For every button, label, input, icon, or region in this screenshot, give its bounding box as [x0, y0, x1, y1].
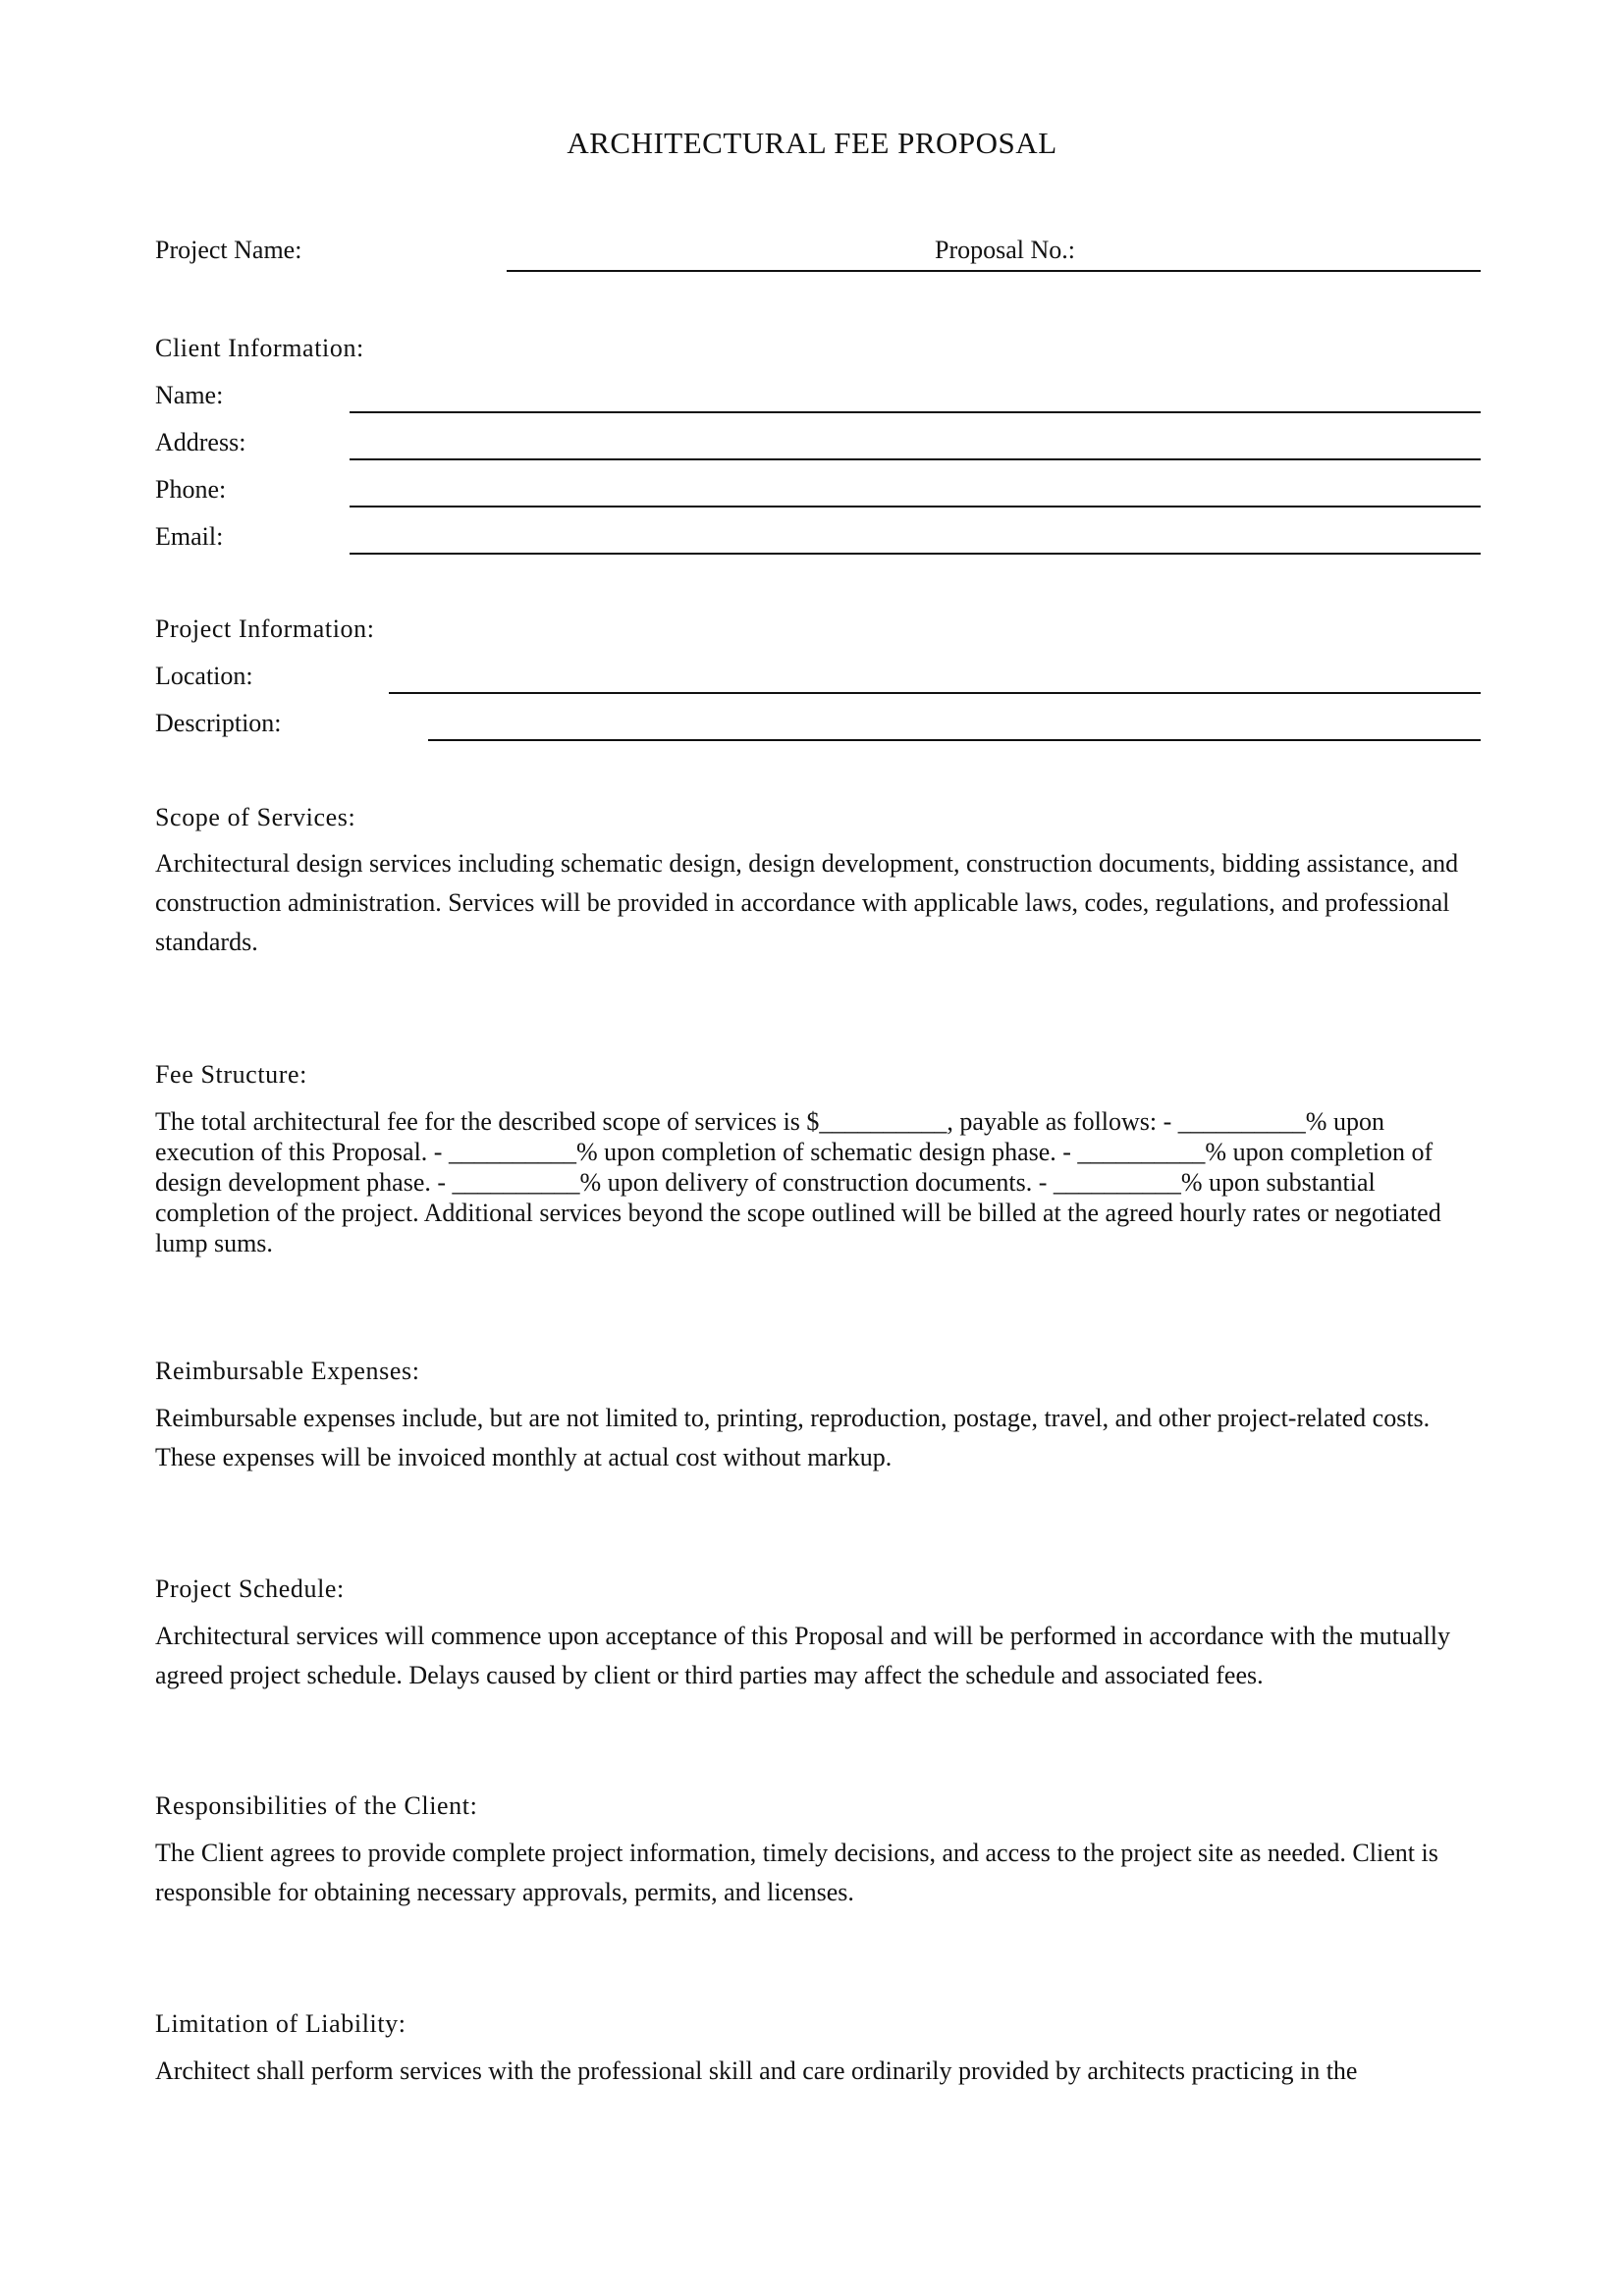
project-location-field[interactable]	[389, 692, 1481, 694]
responsibilities-of-client-body: The Client agrees to provide complete project information, timely decisions, and access to the project site as needed. Client is responsible for obtaining necessary approvals, permits, and licenses.	[155, 1839, 1438, 1906]
project-schedule-heading: Project Schedule:	[155, 1575, 345, 1603]
client-address-field[interactable]	[350, 458, 1481, 460]
client-phone-field[interactable]	[350, 506, 1481, 507]
fee-structure-body: The total architectural fee for the described scope of services is $__________, payable as follows: - __________% upon execution of this Proposal. - __________% upon completion of schematic design phase. - __________% upon completion of design development phase. - __________% upon delivery of construction documents. - __________% upon substantial completion of the project. Additional services beyond the scope outlined will be billed at the agreed hourly rates or negotiated lump sums.	[155, 1107, 1441, 1257]
responsibilities-of-client-heading: Responsibilities of the Client:	[155, 1791, 478, 1820]
fee-structure-heading: Fee Structure:	[155, 1060, 307, 1089]
document-title: ARCHITECTURAL FEE PROPOSAL	[567, 126, 1057, 160]
scope-of-services-body: Architectural design services including schematic design, design development, construction documents, bidding assistance, and construction administration. Services will be provided in accordance with applicable laws, codes, regulations, and professional standards.	[155, 849, 1459, 956]
reimbursable-expenses-heading: Reimbursable Expenses:	[155, 1357, 420, 1385]
project-name-field[interactable]	[507, 270, 1481, 272]
client-name-label: Name:	[155, 381, 224, 409]
project-information-heading: Project Information:	[155, 614, 375, 643]
client-name-field[interactable]	[350, 411, 1481, 413]
client-phone-label: Phone:	[155, 475, 227, 504]
proposal-no-label: Proposal No.:	[935, 236, 1075, 264]
client-address-label: Address:	[155, 428, 246, 456]
client-email-label: Email:	[155, 522, 224, 551]
project-name-label: Project Name:	[155, 236, 302, 264]
project-description-field[interactable]	[428, 739, 1481, 741]
project-description-label: Description:	[155, 709, 282, 737]
client-email-field[interactable]	[350, 553, 1481, 555]
reimbursable-expenses-body: Reimbursable expenses include, but are not limited to, printing, reproduction, postage, travel, and other project-related costs. These expenses will be invoiced monthly at actual cost without markup.	[155, 1404, 1431, 1471]
project-location-label: Location:	[155, 662, 253, 690]
limitation-of-liability-body: Architect shall perform services with the professional skill and care ordinarily provided by architects practicing in the	[155, 2056, 1358, 2085]
limitation-of-liability-heading: Limitation of Liability:	[155, 2009, 406, 2038]
scope-of-services-heading: Scope of Services:	[155, 803, 356, 831]
project-schedule-body: Architectural services will commence upon acceptance of this Proposal and will be performed in accordance with the mutually agreed project schedule. Delays caused by client or third parties may affect the schedule and associated fees.	[155, 1622, 1451, 1689]
client-information-heading: Client Information:	[155, 334, 364, 362]
